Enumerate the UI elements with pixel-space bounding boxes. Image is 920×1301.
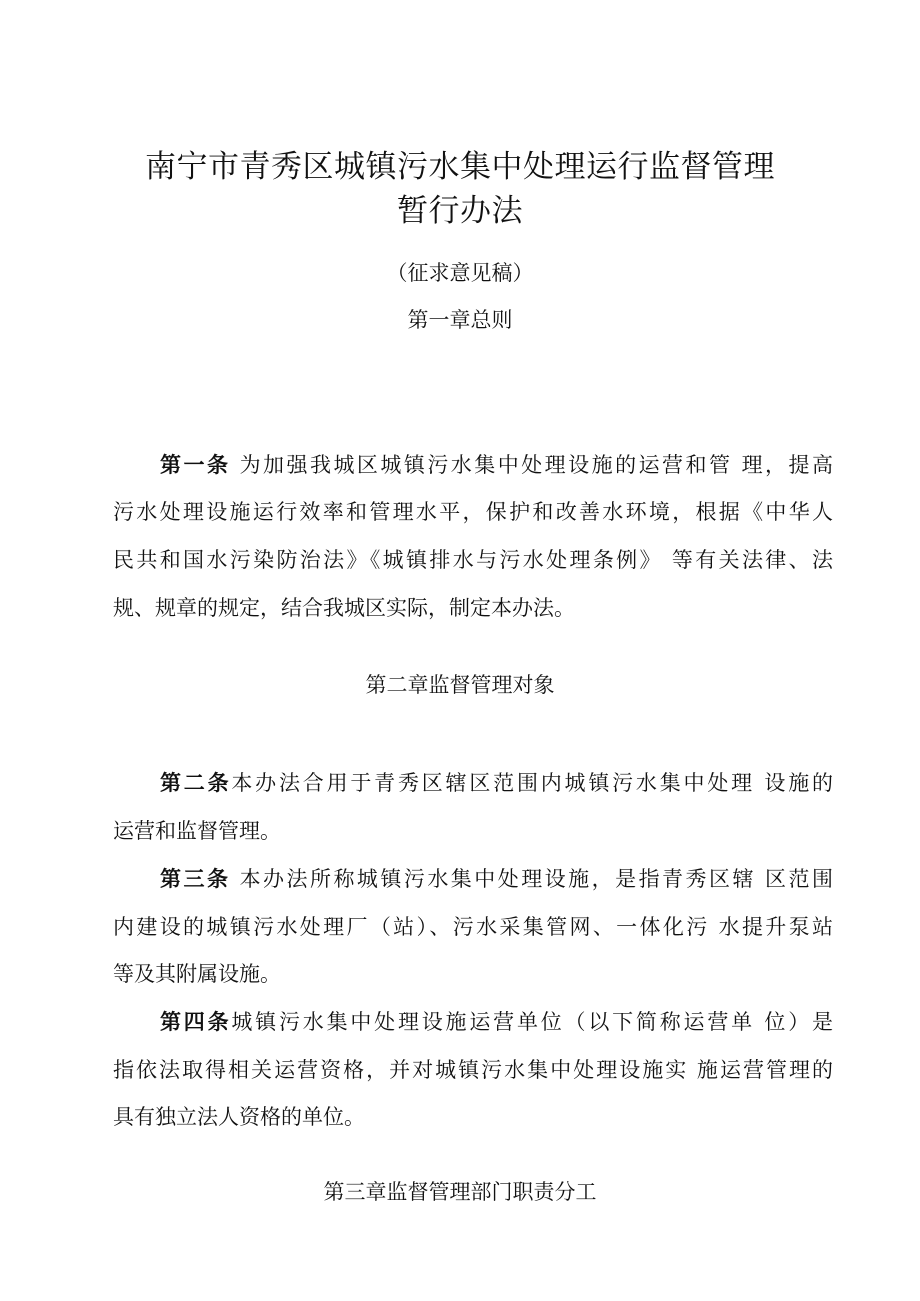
- article-2-label: 第二条: [160, 771, 232, 795]
- article-4-label: 第四条: [160, 1010, 232, 1034]
- article-3-line-3: 等及其附属设施。: [113, 962, 281, 986]
- article-4-line-1: [160, 1007, 833, 1037]
- article-1-text-1: 为加强我城区城镇污水集中处理设施的运营和管 理，提高: [239, 453, 833, 477]
- article-3-text-1: 本办法所称城镇污水集中处理设施，是指青秀区辖 区范围: [239, 867, 833, 891]
- article-1-line-1: [160, 450, 833, 480]
- article-2-line-1: [160, 768, 833, 798]
- document-title-line1: 南宁市青秀区城镇污水集中处理运行监督管理: [145, 149, 775, 185]
- document-title-line2: 暂行办法: [397, 193, 523, 229]
- chapter-1-heading: 第一章总则: [407, 308, 513, 332]
- document-subtitle: （征求意见稿）: [386, 261, 534, 285]
- article-1-line-3: 民共和国水污染防治法》《城镇排水与污水处理条例》 等有关法律、法: [113, 548, 833, 572]
- article-2-text-1: 本办法合用于青秀区辖区范围内城镇污水集中处理 设施的: [231, 771, 833, 795]
- article-1-line-4: 规、规章的规定，结合我城区实际，制定本办法。: [113, 596, 575, 620]
- article-3-label: 第三条: [160, 867, 231, 891]
- article-4-text-1: 城镇污水集中处理设施运营单位（以下简称运营单 位）是: [231, 1010, 833, 1034]
- article-4-line-2: 指依法取得相关运营资格，并对城镇污水集中处理设施实 施运营管理的: [113, 1058, 833, 1082]
- article-1-label: 第一条: [160, 453, 231, 477]
- article-3-line-2: 内建设的城镇污水处理厂（站）、污水采集管网、一体化污 水提升泵站: [113, 915, 833, 939]
- chapter-3-heading: 第三章监督管理部门职责分工: [323, 1180, 597, 1204]
- article-4-line-3: 具有独立法人资格的单位。: [113, 1105, 365, 1129]
- chapter-2-heading: 第二章监督管理对象: [365, 673, 555, 697]
- article-1-line-2: 污水处理设施运行效率和管理水平，保护和改善水环境，根据《中华人: [113, 500, 833, 524]
- article-3-line-1: [160, 864, 833, 894]
- article-2-line-2: 运营和监督管理。: [113, 819, 281, 843]
